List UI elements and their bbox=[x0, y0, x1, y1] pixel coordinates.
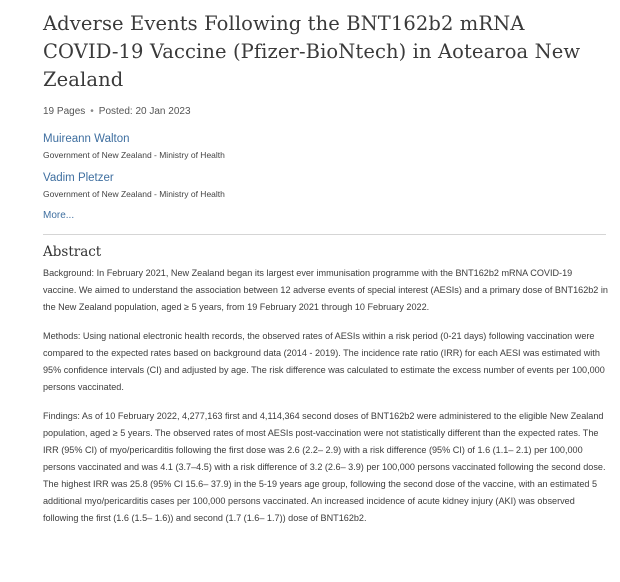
abstract-methods: Methods: Using national electronic health records, the observed rates of AESIs within a risk period (0-21 days) following vaccination were compared to the expected rates based on background data (2014 - 2019). The incidence rate ratio (IRR) for each AESI was estimated with 95% confidence intervals (CI) and adjusted by age. The risk difference was calculated to estimate the excess number of events per 100,000 persons vaccinated. bbox=[43, 331, 605, 392]
abstract-findings: Findings: As of 10 February 2022, 4,277,163 first and 4,114,364 second doses of BNT162b2 were administered to the eligible New Zealand population, aged ≥ 5 years. The observed rates of most AESIs post-vaccination were not statistically different than the expected rates. The IRR (95% CI) of myo/pericarditis following the first dose was 2.6 (2.2– 2.9) with a risk difference (95% CI) of 1.6 (1.1– 2.1) per 100,000 persons vaccinated and was 4.1 (3.7–4.5) with a risk difference of 3.2 (2.6– 3.9) per 100,000 persons vaccinated following the second dose. The highest IRR was 25.8 (95% CI 15.6– 37.9) in the 5-19 years age group, following the second dose of the vaccine, with an estimated 5 additional myo/pericarditis cases per 100,000 persons vaccinated. An increased incidence of acute kidney injury (AKI) was observed following the first (1.6 (1.5– 1.6)) and second (1.7 (1.6– 1.7)) dose of BNT162b2. bbox=[43, 411, 606, 523]
author-block bbox=[43, 171, 606, 200]
abstract-section bbox=[43, 243, 606, 527]
page-count: 19 Pages bbox=[43, 106, 86, 117]
more-authors-link[interactable]: More... bbox=[43, 210, 75, 221]
abstract-heading: Abstract bbox=[43, 244, 102, 260]
paper-title: Adverse Events Following the BNT162b2 mRNA COVID-19 Vaccine (Pfizer-BioNtech) in Aotearoa New Zealand bbox=[43, 12, 581, 91]
posted-date: Posted: 20 Jan 2023 bbox=[98, 106, 191, 117]
separator-dot: • bbox=[90, 106, 94, 117]
paper-meta bbox=[43, 106, 606, 120]
author-affiliation: Government of New Zealand - Ministry of Health bbox=[43, 189, 225, 199]
author-name-link[interactable]: Muireann Walton bbox=[43, 133, 130, 145]
author-affiliation: Government of New Zealand - Ministry of Health bbox=[43, 150, 225, 160]
section-divider bbox=[43, 234, 606, 235]
author-block bbox=[43, 132, 606, 161]
abstract-background: Background: In February 2021, New Zealand began its largest ever immunisation programme with the BNT162b2 mRNA COVID-19 vaccine. We aimed to understand the association between 12 adverse events of special interest (AESIs) and a primary dose of BNT162b2 in the New Zealand population, aged ≥ 5 years, from 19 February 2021 through 10 February 2022. bbox=[43, 268, 608, 312]
author-name-link[interactable]: Vadim Pletzer bbox=[43, 172, 114, 184]
